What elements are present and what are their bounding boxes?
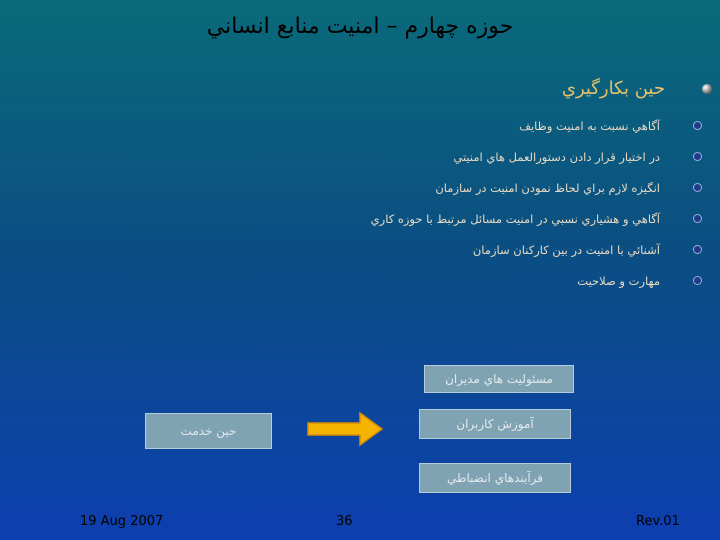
bullet-icon [693,152,702,161]
right-arrow-icon [306,409,386,449]
footer-date: 19 Aug 2007 [80,514,164,529]
bullet-list [302,114,702,300]
managers-responsibilities-box: مسئوليت هاي مديران [424,365,574,393]
bullet-icon [693,276,702,285]
list-item: انگيزه لازم براي لحاظ نمودن امنيت در سازمان [302,176,702,207]
slide-title: حوزه چهارم – امنيت منابع انساني [206,14,514,39]
bullet-icon [693,183,702,192]
bullet-icon [693,214,702,223]
section-heading: حين بكارگيري [561,78,665,99]
user-training-box: آموزش كاربران [419,409,571,439]
list-item: در اختيار قرار دادن دستورالعمل هاي امنيتي [302,145,702,176]
list-item: مهارت و صلاحيت [302,269,702,300]
bullet-icon [693,245,702,254]
bullet-icon [693,121,702,130]
disciplinary-process-box: فرآيندهاي انضباطي [419,463,571,493]
page-number: 36 [336,514,353,529]
sphere-bullet-icon [702,84,712,94]
list-item: آگاهي و هشياري نسبي در امنيت مسائل مرتبط با حوزه كاري [302,207,702,238]
list-item: آگاهي نسبت به امنيت وظايف [302,114,702,145]
list-item: آشنائي با امنيت در بين كاركنان سازمان [302,238,702,269]
in-service-box: حين خدمت [145,413,272,449]
revision-label: Rev.01 [636,514,680,529]
